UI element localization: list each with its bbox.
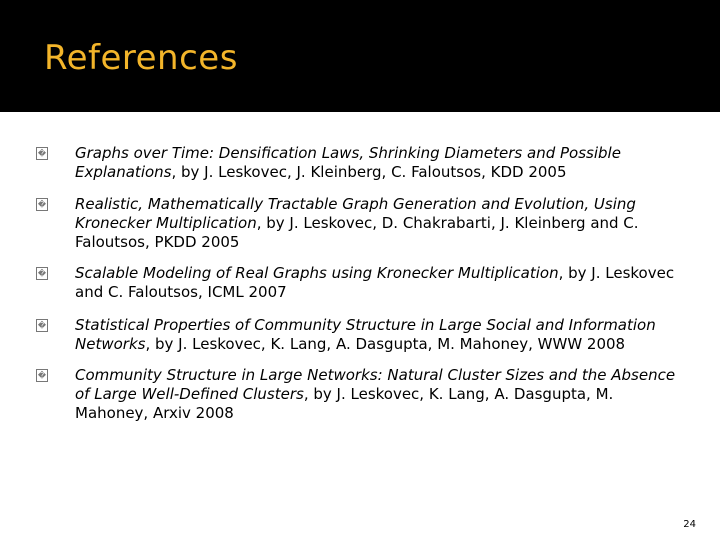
reference-title: Scalable Modeling of Real Graphs using Kronecker Multiplication: [75, 264, 559, 282]
reference-item: [36, 264, 686, 302]
bullet-icon: �: [37, 200, 47, 209]
page-number: 24: [683, 519, 696, 530]
bullet-icon: �: [37, 149, 47, 158]
reference-item: [36, 366, 686, 423]
bullet-icon: �: [37, 321, 47, 330]
reference-details: , by J. Leskovec, K. Lang, A. Dasgupta, M. Mahoney, Arxiv 2008: [75, 385, 614, 422]
reference-details: , by J. Leskovec and C. Faloutsos, ICML 2007: [75, 264, 675, 301]
bullet-icon: �: [37, 269, 47, 278]
reference-title: Realistic, Mathematically Tractable Graph Generation and Evolution, Using Kronecker Multiplication: [75, 195, 636, 232]
reference-details: , by J. Leskovec, K. Lang, A. Dasgupta, M. Mahoney, WWW 2008: [145, 335, 626, 353]
bullet-icon: �: [37, 371, 47, 380]
reference-item: [36, 316, 686, 354]
slide-title: References: [44, 38, 238, 78]
reference-details: , by J. Leskovec, D. Chakrabarti, J. Kleinberg and C. Faloutsos, PKDD 2005: [75, 214, 639, 251]
reference-list: [36, 144, 686, 423]
reference-title: Graphs over Time: Densification Laws, Shrinking Diameters and Possible Explanations: [75, 144, 621, 181]
reference-title: Community Structure in Large Networks: Natural Cluster Sizes and the Absence of Large Well-Defined Clusters: [75, 366, 676, 403]
title-bar: [0, 0, 720, 112]
reference-details: , by J. Leskovec, J. Kleinberg, C. Faloutsos, KDD 2005: [171, 163, 567, 181]
reference-item: [36, 144, 686, 182]
reference-item: [36, 195, 686, 252]
reference-title: Statistical Properties of Community Structure in Large Social and Information Networks: [75, 316, 656, 353]
